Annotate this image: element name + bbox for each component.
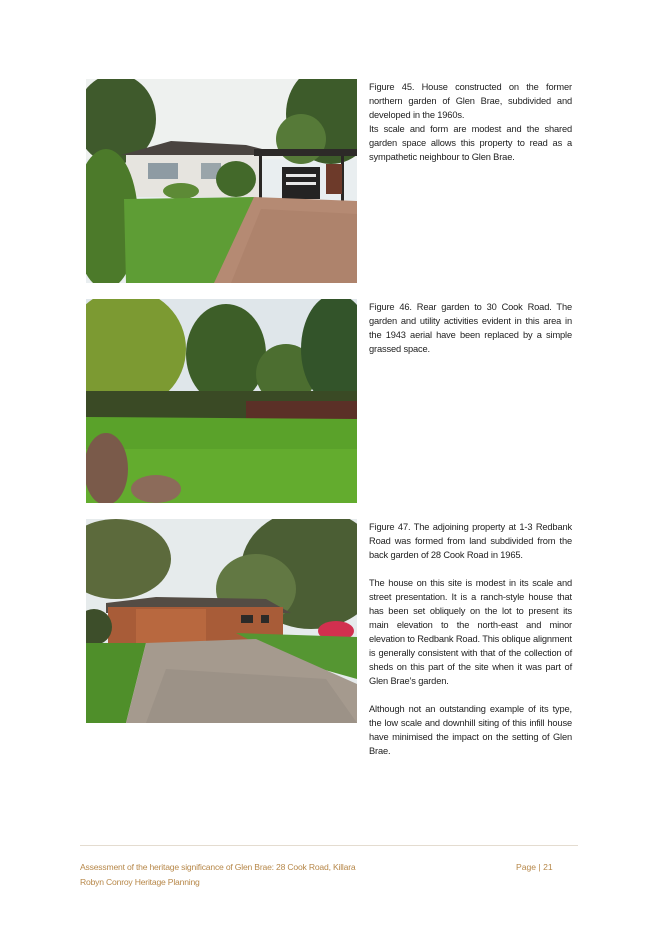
figure-45-text-2: Its scale and form are modest and the shared garden space allows this property to read as a sympathetic neighbour to Glen Brae. [369,124,572,162]
figure-45-text-1: Figure 45. House constructed on the former northern garden of Glen Brae, subdivided and developed in the 1960s. [369,82,572,120]
figure-47-caption [369,520,572,772]
figure-46-photo [86,299,357,503]
footer-document-info [80,860,355,890]
figure-46-caption [369,300,572,370]
figure-47-text-1: Figure 47. The adjoining property at 1-3 Redbank Road was formed from land subdivided from the back garden of 28 Cook Road in 1965. [369,522,572,560]
footer-author: Robyn Conroy Heritage Planning [80,877,200,887]
footer-divider [80,845,578,846]
figure-45-photo [86,79,357,283]
footer-document-title: Assessment of the heritage significance of Glen Brae: 28 Cook Road, Killara [80,862,356,872]
figure-45-caption [369,80,572,178]
figure-47-photo [86,519,357,723]
figure-47-text-3: Although not an outstanding example of its type, the low scale and downhill siting of this infill house have minimised the impact on the setting of Glen Brae. [369,704,572,756]
figure-46-text-1: Figure 46. Rear garden to 30 Cook Road. The garden and utility activities evident in this area in the 1943 aerial have been replaced by a simple grassed space. [369,302,572,354]
figure-47-text-2: The house on this site is modest in its scale and street presentation. It is a ranch-style house that has been set obliquely on the lot to present its main elevation to the north-east and minor elevation to Redbank Road. This oblique alignment is generally consistent with that of the collection of sheds on this part of the site when it was part of Glen Brae’s garden. [369,578,572,686]
page-number: Page | 21 [516,862,553,872]
